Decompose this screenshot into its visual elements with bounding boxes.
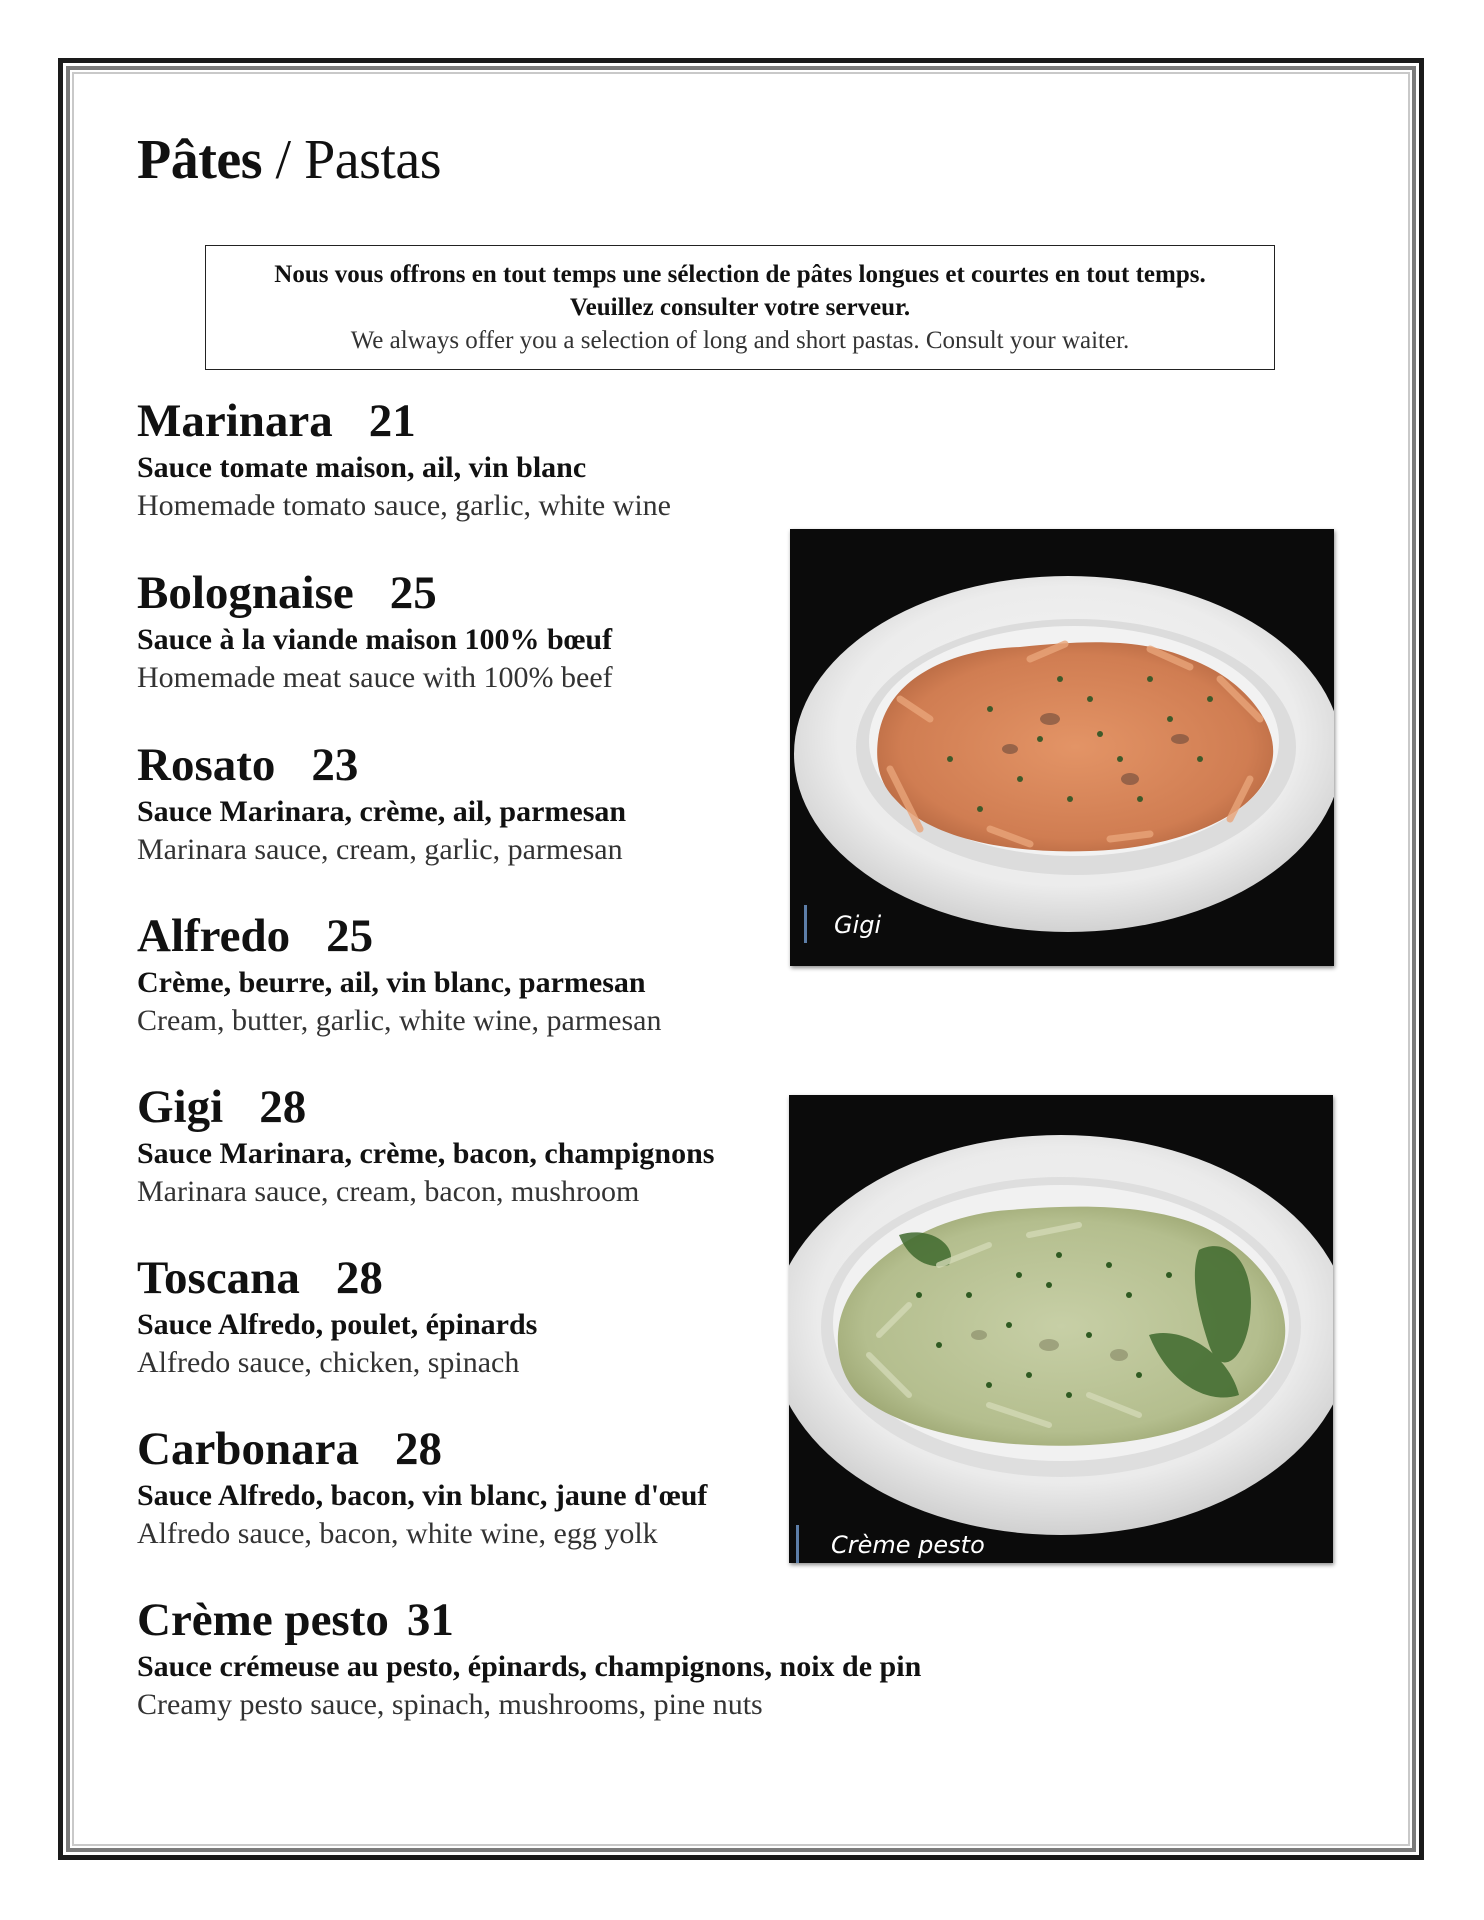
item-description-fr: Sauce Marinara, crème, ail, parmesan bbox=[137, 795, 627, 828]
notice-line-fr-2: Veuillez consulter votre serveur. bbox=[569, 294, 911, 321]
creme-pesto-photo bbox=[789, 1095, 1333, 1563]
item-name: Alfredo bbox=[137, 910, 291, 962]
gigi-photo bbox=[790, 529, 1334, 966]
item-description-fr: Sauce tomate maison, ail, vin blanc bbox=[137, 451, 587, 484]
item-description-en: Marinara sauce, cream, garlic, parmesan bbox=[137, 833, 623, 866]
item-price: 28 bbox=[394, 1423, 442, 1475]
item-price: 28 bbox=[335, 1252, 383, 1304]
item-description-fr: Sauce Alfredo, bacon, vin blanc, jaune d'œuf bbox=[137, 1479, 708, 1512]
item-description-fr: Sauce Marinara, crème, bacon, champignons bbox=[137, 1137, 715, 1170]
gigi-pasta-illustration bbox=[790, 529, 1334, 966]
item-name: Crème pesto bbox=[137, 1594, 389, 1646]
item-price: 25 bbox=[389, 567, 437, 619]
page-title bbox=[137, 129, 442, 191]
item-price: 21 bbox=[368, 395, 416, 447]
item-description-en: Marinara sauce, cream, bacon, mushroom bbox=[137, 1175, 640, 1208]
menu-item-creme-pesto bbox=[137, 1594, 1287, 1724]
item-description-fr: Crème, beurre, ail, vin blanc, parmesan bbox=[137, 966, 646, 999]
title-separator: / bbox=[262, 129, 305, 191]
title-en: Pastas bbox=[304, 129, 442, 191]
caption-accent-bar bbox=[804, 905, 807, 943]
item-description-en: Creamy pesto sauce, spinach, mushrooms, pine nuts bbox=[137, 1688, 763, 1721]
item-description-en: Homemade tomato sauce, garlic, white wine bbox=[137, 489, 671, 522]
item-name: Bolognaise bbox=[137, 567, 354, 619]
item-description-en: Alfredo sauce, chicken, spinach bbox=[137, 1346, 520, 1379]
item-name: Rosato bbox=[137, 739, 276, 791]
item-price: 28 bbox=[259, 1081, 307, 1133]
pasta-selection-notice bbox=[205, 245, 1275, 370]
item-description-fr: Sauce Alfredo, poulet, épinards bbox=[137, 1308, 538, 1341]
item-description-en: Cream, butter, garlic, white wine, parmesan bbox=[137, 1004, 662, 1037]
notice-line-en: We always offer you a selection of long and short pastas. Consult your waiter. bbox=[350, 327, 1130, 354]
photo-caption: Crème pesto bbox=[831, 1531, 985, 1559]
item-description-fr: Sauce à la viande maison 100% bœuf bbox=[137, 623, 613, 656]
photo-caption: Gigi bbox=[834, 911, 882, 939]
caption-accent-bar bbox=[796, 1525, 799, 1563]
item-name: Marinara bbox=[137, 395, 333, 447]
item-price: 31 bbox=[406, 1594, 454, 1646]
item-name: Carbonara bbox=[137, 1423, 359, 1475]
creme-pesto-pasta-illustration bbox=[789, 1095, 1333, 1563]
title-fr: Pâtes bbox=[137, 129, 263, 191]
item-description-fr: Sauce crémeuse au pesto, épinards, champignons, noix de pin bbox=[137, 1650, 922, 1683]
menu-item-marinara bbox=[137, 395, 957, 525]
item-price: 25 bbox=[326, 910, 374, 962]
notice-line-fr-1: Nous vous offrons en tout temps une sélection de pâtes longues et courtes en tout temps. bbox=[274, 261, 1206, 288]
item-description-en: Homemade meat sauce with 100% beef bbox=[137, 661, 613, 694]
item-price: 23 bbox=[311, 739, 359, 791]
item-description-en: Alfredo sauce, bacon, white wine, egg yolk bbox=[137, 1517, 658, 1550]
item-name: Toscana bbox=[137, 1252, 300, 1304]
item-name: Gigi bbox=[137, 1081, 224, 1133]
